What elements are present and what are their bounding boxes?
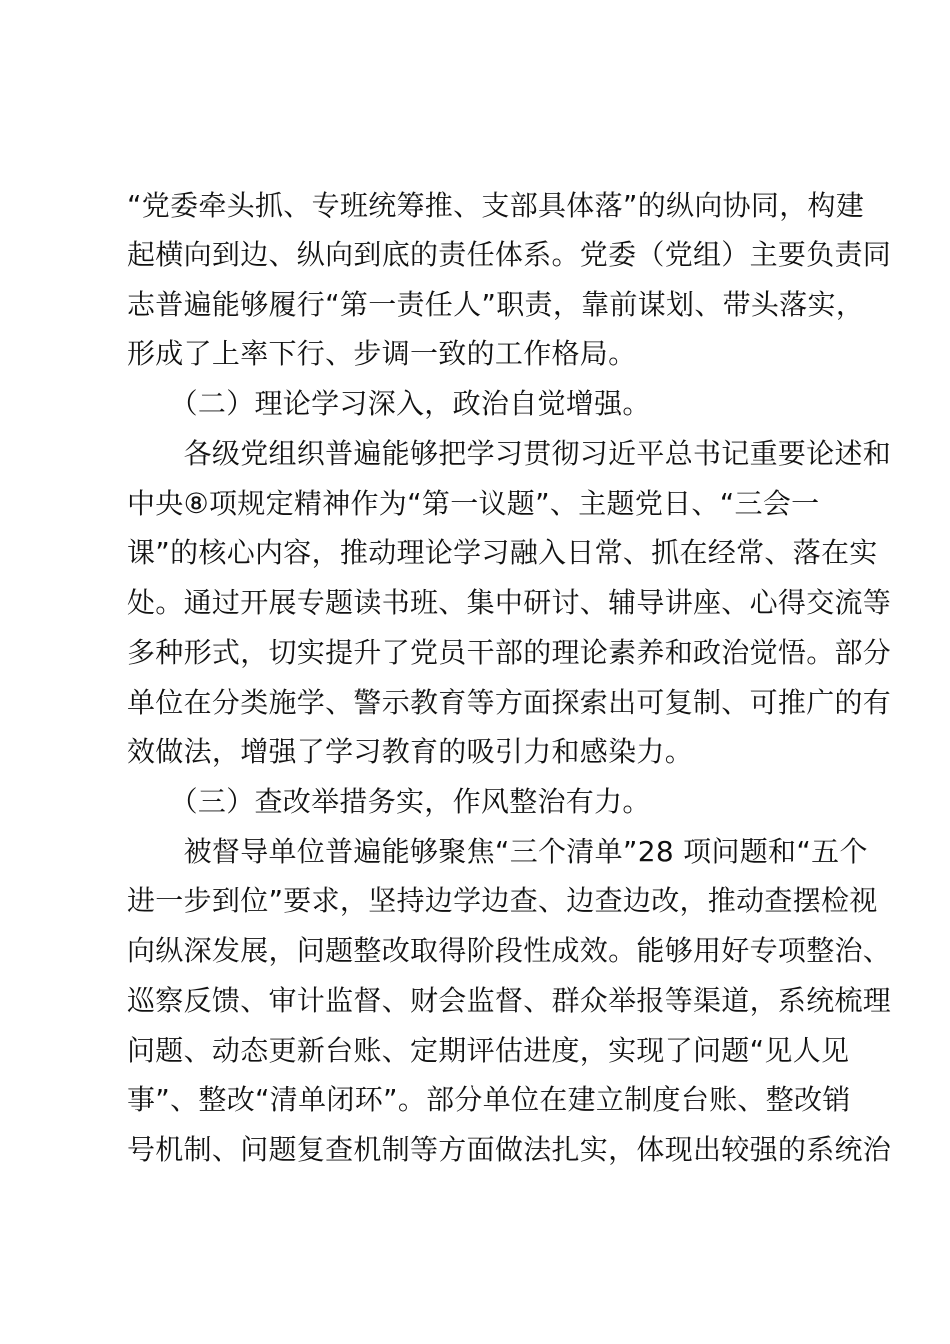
text-line: 课”的核心内容，推动理论学习融入日常、抓在经常、落在实 <box>127 536 878 569</box>
text-line: 单位在分类施学、警示教育等方面探索出可复制、可推广的有 <box>127 686 892 719</box>
text-line: 处。通过开展专题读书班、集中研讨、辅导讲座、心得交流等 <box>127 586 892 619</box>
text-line: 形成了上率下行、步调一致的工作格局。 <box>127 337 637 370</box>
text-line: 巡察反馈、审计监督、财会监督、群众举报等渠道，系统梳理 <box>127 984 892 1017</box>
text-line: 各级党组织普遍能够把学习贯彻习近平总书记重要论述和 <box>127 437 892 470</box>
text-line: 事”、整改“清单闭环”。部分单位在建立制度台账、整改销 <box>127 1083 851 1116</box>
text-line: 中央⑧项规定精神作为“第一议题”、主题党日、“三会一 <box>127 487 820 520</box>
section-heading: （二）理论学习深入，政治自觉增强。 <box>127 387 651 420</box>
text-line: “党委牵头抓、专班统筹推、支部具体落”的纵向协同，构建 <box>127 189 865 222</box>
text-line: 多种形式，切实提升了党员干部的理论素养和政治觉悟。部分 <box>127 636 892 669</box>
section-heading: （三）查改举措务实，作风整治有力。 <box>127 785 651 818</box>
text-line: 效做法，增强了学习教育的吸引力和感染力。 <box>127 735 694 768</box>
text-line: 进一步到位”要求，坚持边学边查、边查边改，推动查摆检视 <box>127 884 878 917</box>
text-line: 志普遍能够履行“第一责任人”职责，靠前谋划、带头落实， <box>127 288 865 321</box>
text-line: 问题、动态更新台账、定期评估进度，实现了问题“见人见 <box>127 1034 850 1067</box>
text-line: 起横向到边、纵向到底的责任体系。党委（党组）主要负责同 <box>127 238 892 271</box>
text-line: 号机制、问题复查机制等方面做法扎实，体现出较强的系统治 <box>127 1133 892 1166</box>
text-line: 被督导单位普遍能够聚焦“三个清单”28 项问题和“五个 <box>127 835 868 868</box>
text-line: 向纵深发展，问题整改取得阶段性成效。能够用好专项整治、 <box>127 934 892 967</box>
